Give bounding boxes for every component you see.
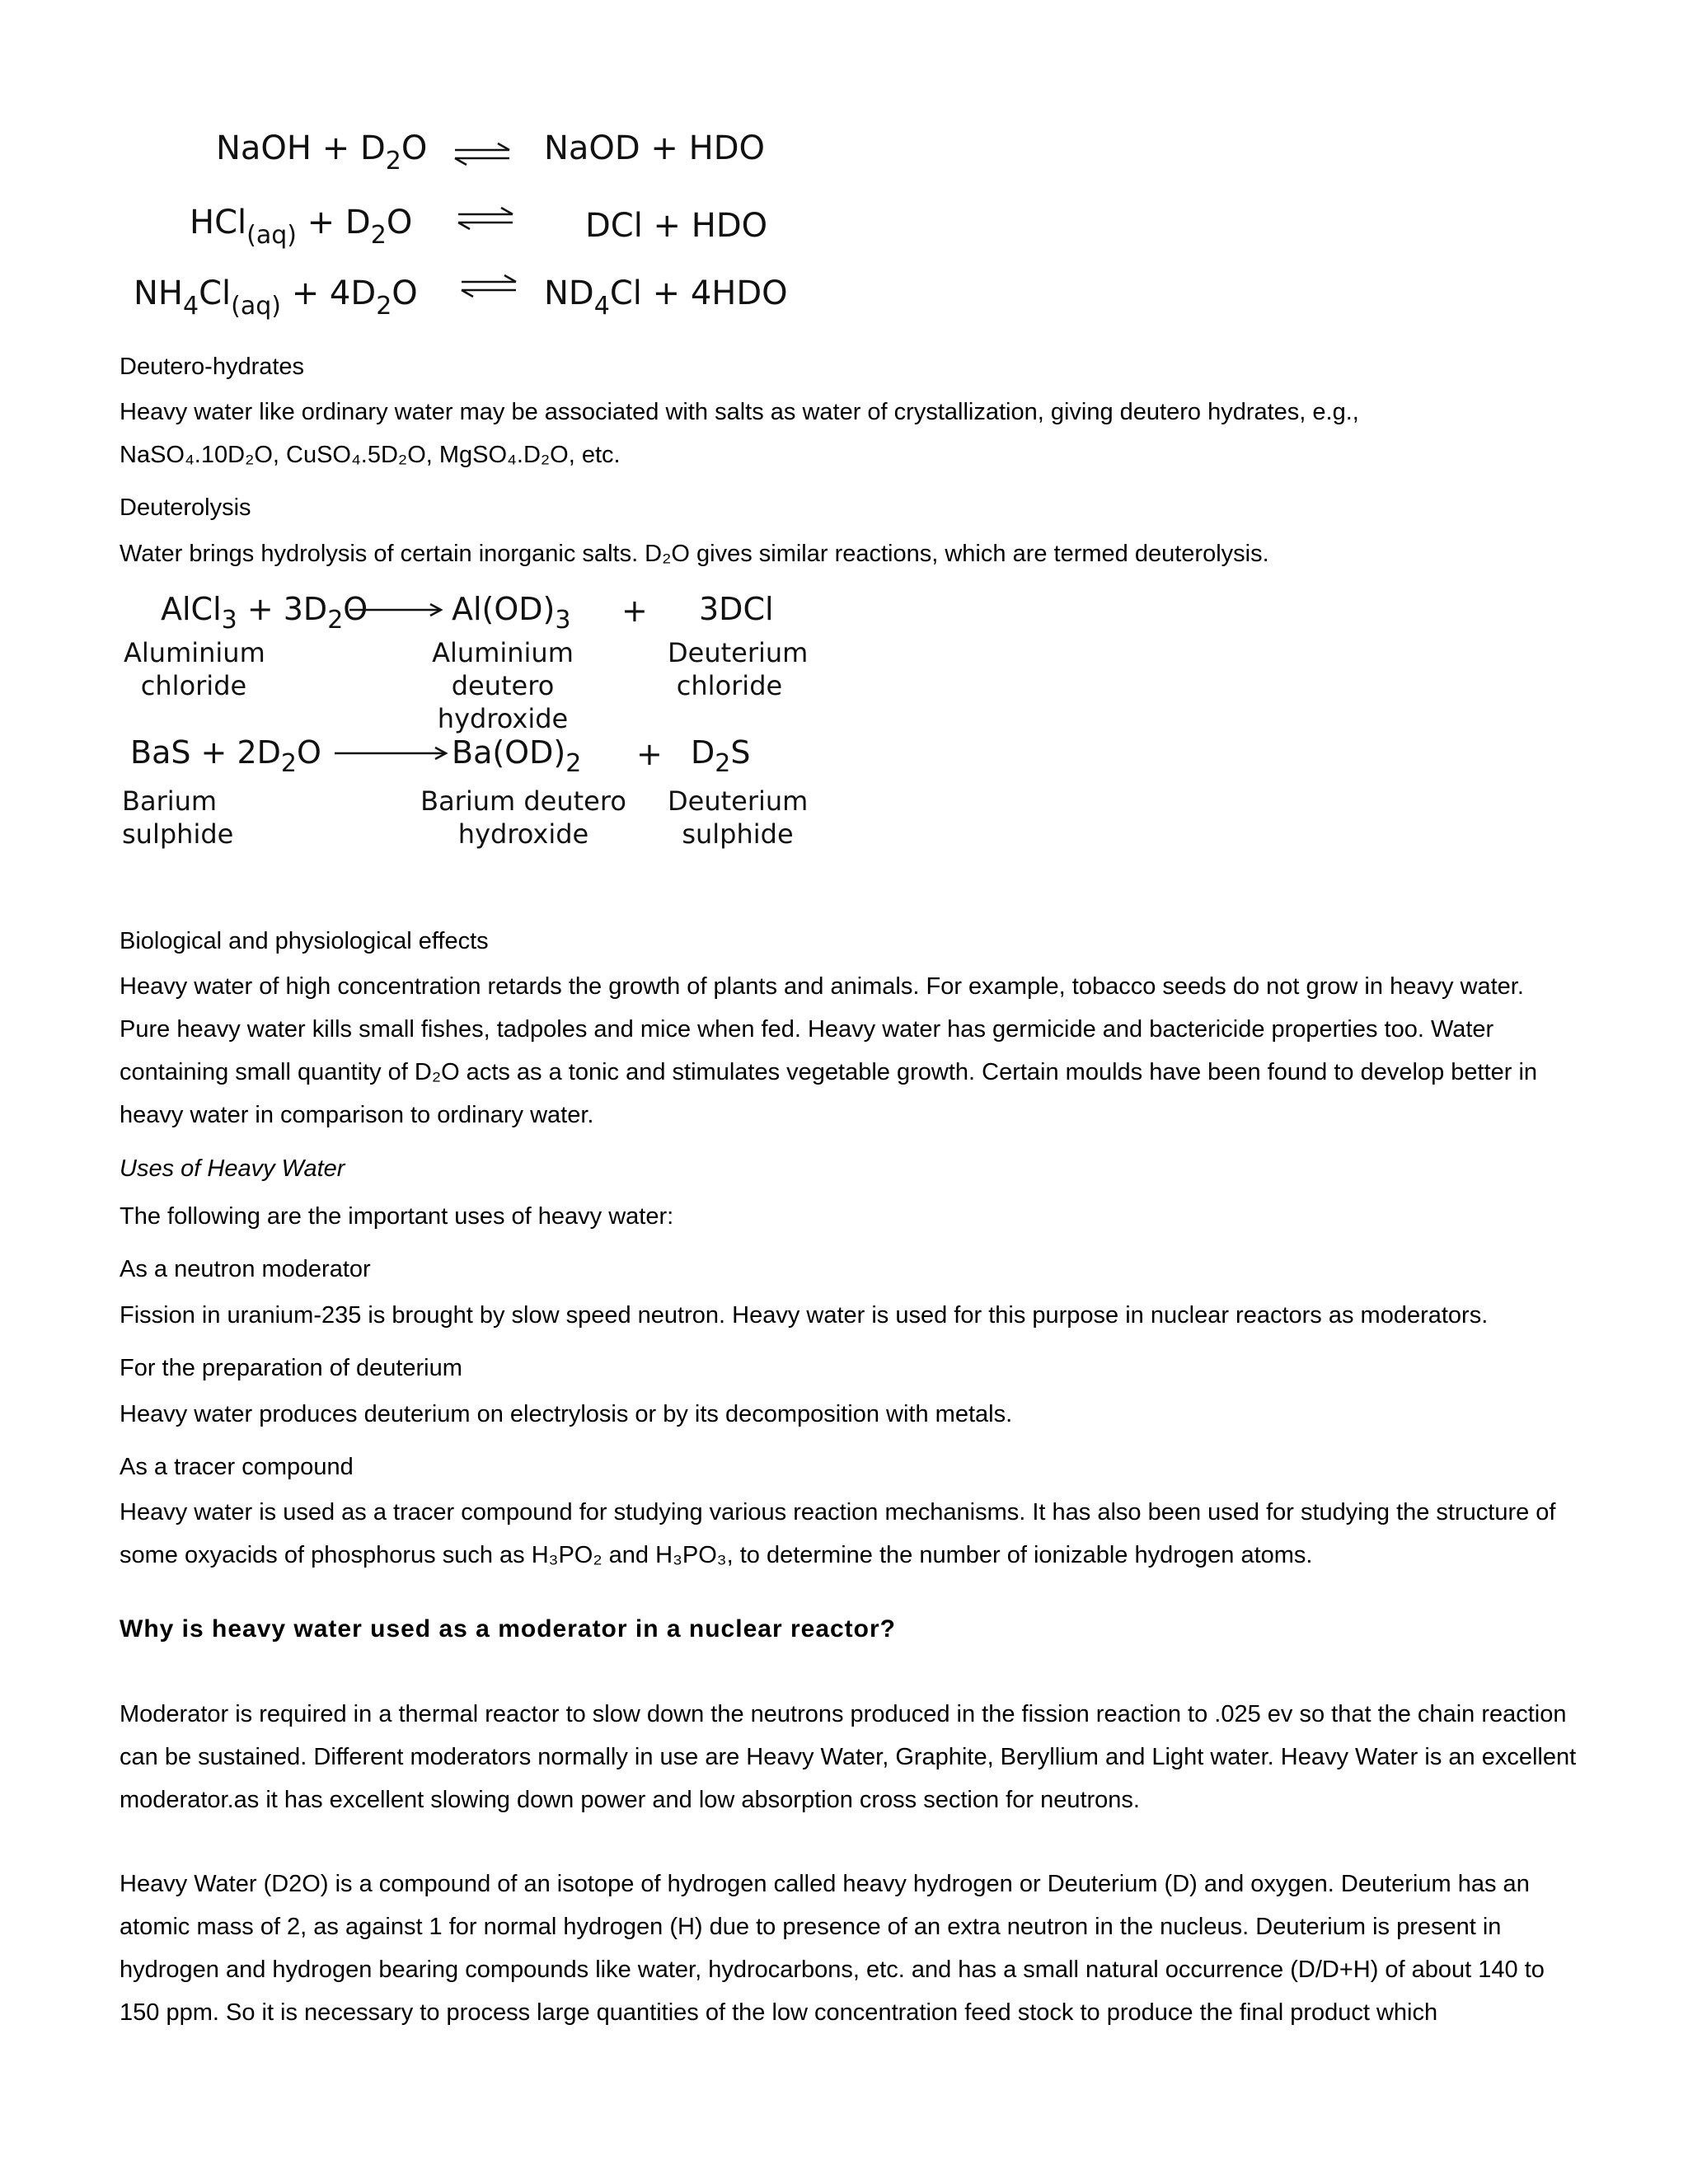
paragraph-tracer: Heavy water is used as a tracer compound for studying various reaction mechanisms. It has also been used for studying the structure of some oxyacids of phosphorus such as H₃PO₂ and H₃PO₃, to determine the number of ionizable hydrogen atoms. bbox=[120, 1499, 1556, 1568]
reaction-arrow-icon bbox=[333, 745, 450, 762]
paragraph-deuterium: Heavy water produces deuterium on electrylosis or by its decomposition with metals. bbox=[120, 1401, 1013, 1427]
reaction1-product2-label: Deuterium chloride bbox=[668, 637, 809, 701]
subheading-deuterium: For the preparation of deuterium bbox=[120, 1355, 462, 1381]
reaction2-product2: $D_2S$ bbox=[691, 734, 751, 778]
uses-intro: The following are the important uses of heavy water: bbox=[120, 1203, 674, 1230]
reaction2-plus: + bbox=[636, 736, 663, 772]
paragraph-deuterohydrates: Heavy water like ordinary water may be associated with salts as water of crystallization, giving deutero hydrates, e.g., NaSO₄.10D₂O, CuSO₄.5D₂O, MgSO₄.D₂O, etc. bbox=[120, 399, 1359, 468]
equilibrium-arrow-icon bbox=[458, 272, 521, 300]
question-heading: Why is heavy water used as a moderator in a nuclear reactor? bbox=[120, 1615, 896, 1643]
equation-hcl-product: DCl + HDO bbox=[585, 207, 768, 245]
reaction-arrow-icon bbox=[348, 602, 445, 618]
section-heading-deuterolysis: Deuterolysis bbox=[120, 494, 251, 521]
equation-naoh-product: NaOD + HDO bbox=[544, 129, 766, 167]
reaction1-reactant-label: Aluminium chloride bbox=[124, 637, 265, 701]
paragraph-moderator-explanation: Moderator is required in a thermal reactor to slow down the neutrons produced in the fission reaction to .025 ev so that the chain reaction can be sustained. Different moderators normally in use are Heavy Water, Graphite, Beryllium and Light water. Heavy Water is an excellent moderator.as it has excellent slowing down power and low absorption cross section for neutrons. bbox=[120, 1701, 1577, 1813]
equation-hcl: $HCl_{(aq)} + D_2O$ bbox=[190, 204, 413, 250]
paragraph-heavy-water-composition: Heavy Water (D2O) is a compound of an isotope of hydrogen called heavy hydrogen or Deuterium (D) and oxygen. Deuterium has an atomic mass of 2, as against 1 for normal hydrogen (H) due to presence of an extra neutron in the nucleus. Deuterium is present in hydrogen and hydrogen bearing compounds like water, hydrocarbons, etc. and has a small natural occurrence (D/D+H) of about 140 to 150 ppm. So it is necessary to process large quantities of the low concentration feed stock to produce the final product which bbox=[120, 1871, 1545, 2026]
reaction1-product1: $Al(OD)_3$ bbox=[452, 591, 571, 635]
section-heading-biological: Biological and physiological effects bbox=[120, 928, 489, 954]
paragraph-moderator: Fission in uranium-235 is brought by slow speed neutron. Heavy water is used for this purpose in nuclear reactors as moderators. bbox=[120, 1302, 1489, 1329]
subheading-tracer: As a tracer compound bbox=[120, 1454, 354, 1480]
reaction1-product2: 3DCl bbox=[699, 591, 774, 627]
reaction2-product1: $Ba(OD)_2$ bbox=[452, 734, 582, 778]
equilibrium-arrow-icon bbox=[452, 140, 514, 168]
equation-nh4cl-product: $ND_4Cl + 4HDO$ bbox=[544, 274, 788, 321]
reaction1-plus: + bbox=[621, 593, 648, 629]
equation-naoh: NaOH + $D_2O$ bbox=[216, 129, 428, 176]
paragraph-biological: Heavy water of high concentration retards the growth of plants and animals. For example, tobacco seeds do not grow in heavy water. Pure heavy water kills small fishes, tadpoles and mice when fed. Heavy water has germicide and bactericide properties too. Water containing small quantity of D₂O acts as a tonic and stimulates vegetable growth. Certain moulds have been found to develop better in heavy water in comparison to ordinary water. bbox=[120, 973, 1538, 1128]
section-heading-deuterohydrates: Deutero-hydrates bbox=[120, 354, 305, 380]
reaction2-reactant: BaS + $2D_2O$ bbox=[130, 734, 321, 778]
section-heading-uses: Uses of Heavy Water bbox=[120, 1155, 345, 1182]
subheading-moderator: As a neutron moderator bbox=[120, 1256, 371, 1282]
equation-nh4cl: $NH_4Cl_{(aq)} + 4D_2O$ bbox=[134, 274, 418, 321]
reaction2-product2-label: Deuterium sulphide bbox=[668, 785, 809, 850]
reaction1-product1-label: Aluminium deutero hydroxide bbox=[432, 637, 574, 734]
paragraph-deuterolysis: Water brings hydrolysis of certain inorganic salts. D₂O gives similar reactions, which are termed deuterolysis. bbox=[120, 541, 1269, 567]
equilibrium-arrow-icon bbox=[455, 204, 518, 232]
reaction1-reactant: AlCl$_3$ + $3D_2O$ bbox=[161, 591, 368, 635]
reaction2-product1-label: Barium deutero hydroxide bbox=[420, 785, 626, 850]
reaction2-reactant-label: Barium sulphide bbox=[122, 785, 234, 850]
